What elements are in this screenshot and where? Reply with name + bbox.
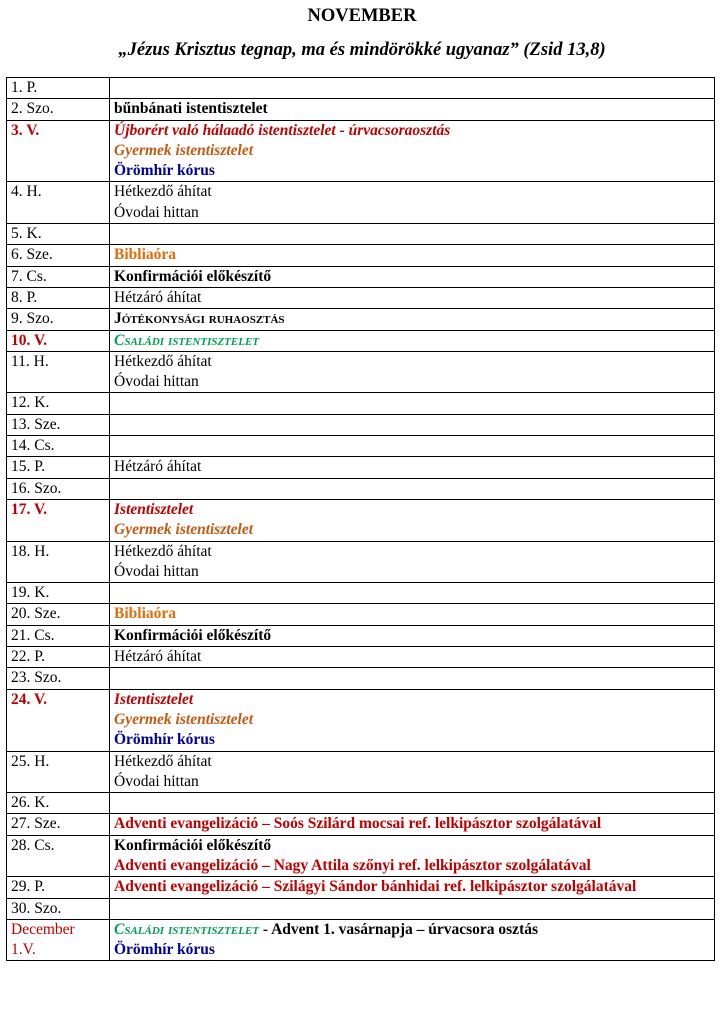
- day-label: 16. Szo.: [11, 479, 62, 497]
- event-line: [114, 309, 710, 329]
- event-line: [114, 604, 710, 624]
- event-text: - Advent 1. vasárnapja – úrvacsora osztás: [259, 920, 539, 938]
- schedule-row: [7, 541, 715, 583]
- day-cell: [7, 689, 110, 751]
- event-line: [114, 161, 710, 181]
- events-cell: [110, 287, 715, 308]
- schedule-row: [7, 625, 715, 646]
- event-line: [114, 99, 710, 119]
- schedule-row: [7, 751, 715, 793]
- day-cell: [7, 583, 110, 604]
- day-cell: [7, 120, 110, 182]
- schedule-row: [7, 668, 715, 689]
- event-text: Istentisztelet: [114, 690, 194, 708]
- event-line: [114, 352, 710, 372]
- day-label: 9. Szo.: [11, 310, 54, 328]
- day-label: 7. Cs.: [11, 267, 47, 285]
- events-cell: [110, 668, 715, 689]
- day-cell: [7, 99, 110, 120]
- day-cell: [7, 919, 110, 961]
- schedule-row: [7, 182, 715, 224]
- event-line: [114, 920, 710, 940]
- event-line: [114, 877, 710, 897]
- day-label: 18. H.: [11, 542, 50, 560]
- day-label: 21. Cs.: [11, 626, 55, 644]
- events-cell: [110, 499, 715, 541]
- event-text: Gyermek istentisztelet: [114, 141, 254, 159]
- events-cell: [110, 625, 715, 646]
- event-text: Jótékonysági ruhaosztás: [114, 310, 285, 328]
- event-text: Bibliaóra: [114, 605, 177, 623]
- event-text: Gyermek istentisztelet: [114, 521, 254, 539]
- day-label: 13. Sze.: [11, 415, 61, 433]
- events-cell: [110, 330, 715, 351]
- day-label: 30. Szo.: [11, 899, 62, 917]
- day-label: 5. K.: [11, 225, 42, 243]
- day-cell: [7, 835, 110, 877]
- day-cell: [7, 182, 110, 224]
- event-line: [114, 267, 710, 287]
- day-label: 10. V.: [11, 331, 48, 349]
- events-cell: [110, 877, 715, 898]
- event-text: Konfirmációi előkészítő: [114, 626, 272, 644]
- events-cell: [110, 414, 715, 435]
- event-text: Adventi evangelizáció – Szilágyi Sándor bánhidai ref. lelkipásztor szolgálatával: [114, 878, 637, 896]
- schedule-row: [7, 499, 715, 541]
- day-cell: [7, 793, 110, 814]
- events-cell: [110, 647, 715, 668]
- day-cell: [7, 393, 110, 414]
- event-text: Óvodai hittan: [114, 772, 199, 790]
- event-text: Adventi evangelizáció – Nagy Attila szőnyi ref. lelkipásztor szolgálatával: [114, 856, 591, 874]
- event-line: [114, 203, 710, 223]
- schedule-row: [7, 287, 715, 308]
- events-cell: [110, 457, 715, 478]
- schedule-row: [7, 793, 715, 814]
- day-label: 20. Sze.: [11, 605, 61, 623]
- day-label: 22. P.: [11, 648, 46, 666]
- event-line: [114, 520, 710, 540]
- schedule-row: [7, 583, 715, 604]
- day-label: 15. P.: [11, 458, 46, 476]
- schedule-row: [7, 898, 715, 919]
- events-cell: [110, 898, 715, 919]
- events-cell: [110, 99, 715, 120]
- schedule-row: [7, 309, 715, 330]
- day-cell: [7, 266, 110, 287]
- events-cell: [110, 182, 715, 224]
- event-text: Családi istentisztelet: [114, 920, 260, 938]
- day-cell: [7, 898, 110, 919]
- schedule-table: [6, 77, 715, 961]
- events-cell: [110, 814, 715, 835]
- events-cell: [110, 835, 715, 877]
- event-line: [114, 690, 710, 710]
- day-cell: [7, 604, 110, 625]
- schedule-row: [7, 647, 715, 668]
- events-cell: [110, 120, 715, 182]
- day-label: 12. K.: [11, 394, 50, 412]
- event-text: Örömhír kórus: [114, 941, 215, 959]
- event-text: Gyermek istentisztelet: [114, 710, 254, 728]
- event-text: Óvodai hittan: [114, 562, 199, 580]
- schedule-row: [7, 835, 715, 877]
- day-cell: [7, 78, 110, 99]
- event-line: [114, 245, 710, 265]
- events-cell: [110, 266, 715, 287]
- day-cell: [7, 625, 110, 646]
- event-text: Konfirmációi előkészítő: [114, 836, 272, 854]
- schedule-row: [7, 414, 715, 435]
- day-label: 27. Sze.: [11, 815, 61, 833]
- events-cell: [110, 751, 715, 793]
- day-cell: [7, 668, 110, 689]
- day-label: 6. Sze.: [11, 246, 53, 264]
- event-line: [114, 500, 710, 520]
- day-label: 17. V.: [11, 500, 48, 518]
- events-cell: [110, 478, 715, 499]
- day-label: 2. Szo.: [11, 100, 54, 118]
- events-cell: [110, 436, 715, 457]
- schedule-row: [7, 351, 715, 393]
- events-cell: [110, 583, 715, 604]
- event-line: [114, 288, 710, 308]
- day-cell: [7, 351, 110, 393]
- event-line: [114, 647, 710, 667]
- event-line: [114, 772, 710, 792]
- event-line: [114, 710, 710, 730]
- schedule-row: [7, 245, 715, 266]
- event-text: Örömhír kórus: [114, 731, 215, 749]
- event-line: [114, 856, 710, 876]
- day-label: 1. P.: [11, 79, 38, 96]
- day-cell: [7, 245, 110, 266]
- event-line: [114, 542, 710, 562]
- schedule-row: [7, 99, 715, 120]
- day-cell: [7, 478, 110, 499]
- day-label: 11. H.: [11, 352, 49, 370]
- day-label: 24. V.: [11, 690, 48, 708]
- events-cell: [110, 393, 715, 414]
- day-cell: [7, 647, 110, 668]
- event-text: Adventi evangelizáció – Soós Szilárd mocsai ref. lelkipásztor szolgálatával: [114, 815, 602, 833]
- event-text: Istentisztelet: [114, 500, 194, 518]
- day-cell: [7, 541, 110, 583]
- event-line: [114, 141, 710, 161]
- event-line: [114, 626, 710, 646]
- day-label: 4. H.: [11, 183, 42, 201]
- day-label: December 1.V.: [11, 920, 75, 959]
- day-cell: [7, 287, 110, 308]
- schedule-row: [7, 266, 715, 287]
- event-text: Családi istentisztelet: [114, 331, 260, 349]
- day-label: 14. Cs.: [11, 437, 55, 455]
- day-label: 8. P.: [11, 288, 38, 306]
- schedule-row: [7, 478, 715, 499]
- day-label: 25. H.: [11, 752, 50, 770]
- event-line: [114, 331, 710, 351]
- day-cell: [7, 414, 110, 435]
- schedule-row: [7, 814, 715, 835]
- event-line: [114, 372, 710, 392]
- schedule-row: [7, 877, 715, 898]
- event-line: [114, 752, 710, 772]
- event-text: Hétzáró áhítat: [114, 288, 202, 306]
- event-text: Bibliaóra: [114, 246, 177, 264]
- day-cell: [7, 436, 110, 457]
- day-label: 3. V.: [11, 121, 40, 139]
- event-text: Hétkezdő áhítat: [114, 352, 212, 370]
- event-text: Hétkezdő áhítat: [114, 183, 212, 201]
- day-cell: [7, 457, 110, 478]
- day-cell: [7, 224, 110, 245]
- schedule-row: [7, 436, 715, 457]
- event-text: Hétzáró áhítat: [114, 648, 202, 666]
- event-line: [114, 182, 710, 202]
- event-text: Újborért való hálaadó istentisztelet - úrvacsoraosztás: [114, 121, 451, 139]
- schedule-row: [7, 224, 715, 245]
- day-cell: [7, 877, 110, 898]
- event-text: Hétkezdő áhítat: [114, 542, 212, 560]
- schedule-row: [7, 604, 715, 625]
- day-cell: [7, 814, 110, 835]
- event-line: [114, 562, 710, 582]
- schedule-row: [7, 393, 715, 414]
- day-label: 19. K.: [11, 584, 50, 602]
- day-cell: [7, 499, 110, 541]
- events-cell: [110, 224, 715, 245]
- events-cell: [110, 919, 715, 961]
- events-cell: [110, 793, 715, 814]
- day-cell: [7, 751, 110, 793]
- schedule-row: [7, 78, 715, 99]
- event-line: [114, 730, 710, 750]
- event-line: [114, 121, 710, 141]
- events-cell: [110, 604, 715, 625]
- schedule-row: [7, 457, 715, 478]
- page-title: NOVEMBER: [307, 6, 417, 26]
- schedule-body: [7, 78, 715, 961]
- day-label: 29. P.: [11, 878, 46, 896]
- event-line: [114, 940, 710, 960]
- day-label: 23. Szo.: [11, 669, 62, 687]
- event-text: Óvodai hittan: [114, 373, 199, 391]
- event-line: [114, 457, 710, 477]
- event-line: [114, 836, 710, 856]
- events-cell: [110, 245, 715, 266]
- schedule-row: [7, 120, 715, 182]
- event-text: Hétkezdő áhítat: [114, 752, 212, 770]
- events-cell: [110, 351, 715, 393]
- schedule-row: [7, 330, 715, 351]
- day-cell: [7, 309, 110, 330]
- event-line: [114, 814, 710, 834]
- day-label: 26. K.: [11, 794, 50, 812]
- event-text: Hétzáró áhítat: [114, 458, 202, 476]
- day-cell: [7, 330, 110, 351]
- events-cell: [110, 309, 715, 330]
- motto-subtitle: „Jézus Krisztus tegnap, ma és mindörökké ugyanaz” (Zsid 13,8): [118, 40, 606, 60]
- schedule-row: [7, 919, 715, 961]
- event-text: Óvodai hittan: [114, 203, 199, 221]
- event-text: Konfirmációi előkészítő: [114, 267, 272, 285]
- events-cell: [110, 689, 715, 751]
- schedule-row: [7, 689, 715, 751]
- day-label: 28. Cs.: [11, 836, 55, 854]
- events-cell: [110, 541, 715, 583]
- event-text: Örömhír kórus: [114, 162, 215, 180]
- events-cell: [110, 78, 715, 99]
- event-text: bűnbánati istentisztelet: [114, 100, 268, 118]
